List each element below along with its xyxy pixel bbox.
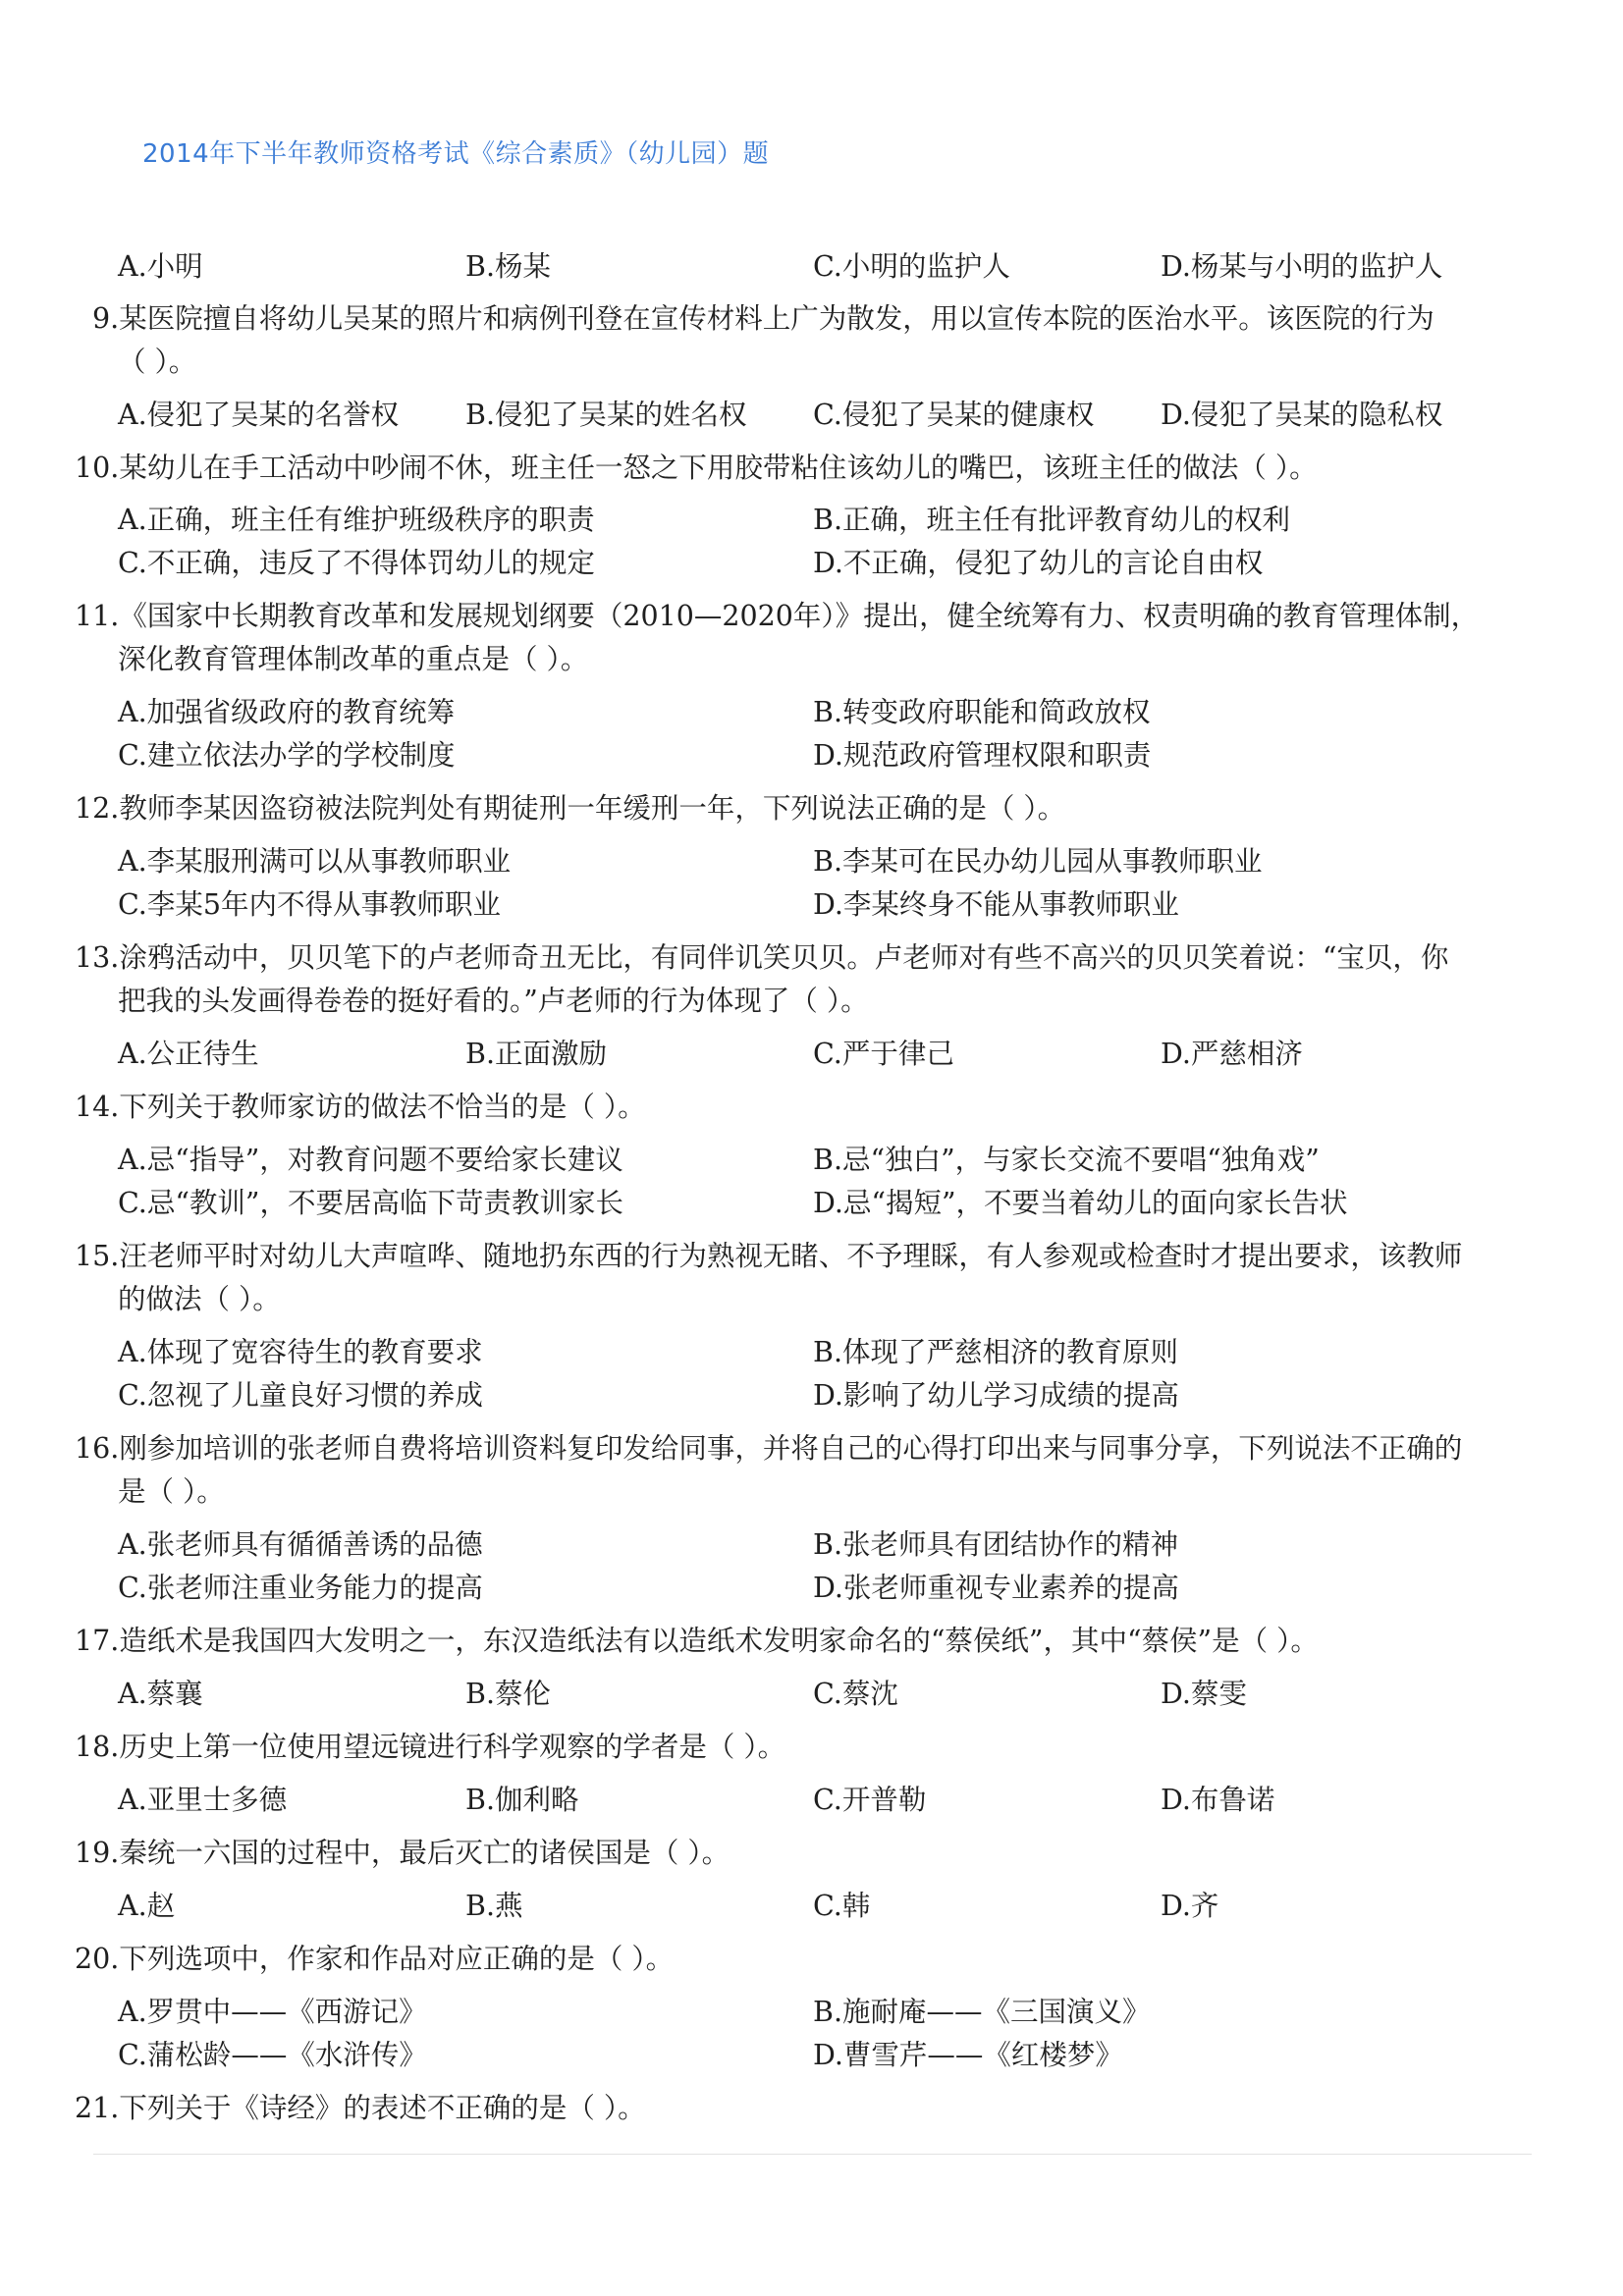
q13-option-d: D.严慈相济	[1161, 1038, 1303, 1070]
q16-stem-line2: 是（ ）。	[118, 1475, 225, 1508]
q15-option-a: A.体现了宽容待生的教育要求	[118, 1336, 483, 1368]
q13-stem-line1: 13.涂鸦活动中，贝贝笔下的卢老师奇丑无比，有同伴讥笑贝贝。卢老师对有些不高兴的贝贝笑着说：“宝贝，你	[75, 941, 1449, 974]
q20-option-b: B.施耐庵——《三国演义》	[813, 1996, 1151, 2028]
q16-option-a: A.张老师具有循循善诱的品德	[118, 1528, 483, 1561]
q11-stem-line2: 深化教育管理体制改革的重点是（ ）。	[118, 643, 589, 675]
q13-option-a: A.公正待生	[118, 1038, 259, 1070]
q10-option-d: D.不正确，侵犯了幼儿的言论自由权	[813, 547, 1264, 579]
q12-option-c: C.李某5年内不得从事教师职业	[118, 888, 501, 921]
q10-stem-line1: 10.某幼儿在手工活动中吵闹不休，班主任一怒之下用胶带粘住该幼儿的嘴巴，该班主任的做法（ ）。	[75, 452, 1318, 484]
q18-option-c: C.开普勒	[813, 1784, 927, 1816]
q9-option-d: D.侵犯了吴某的隐私权	[1161, 399, 1443, 431]
q12-stem-line1: 12.教师李某因盗窃被法院判处有期徒刑一年缓刑一年，下列说法正确的是（ ）。	[75, 792, 1066, 825]
q16-option-b: B.张老师具有团结协作的精神	[813, 1528, 1179, 1561]
q12-option-a: A.李某服刑满可以从事教师职业	[118, 845, 512, 878]
q19-option-d: D.齐	[1161, 1890, 1219, 1922]
q14-option-a: A.忌“指导”，对教育问题不要给家长建议	[118, 1144, 623, 1176]
q15-option-c: C.忽视了儿童良好习惯的养成	[118, 1379, 483, 1412]
q18-option-a: A.亚里士多德	[118, 1784, 288, 1816]
q15-option-d: D.影响了幼儿学习成绩的提高	[813, 1379, 1179, 1412]
q12-option-b: B.李某可在民办幼儿园从事教师职业	[813, 845, 1263, 878]
page-header-title: 2014年下半年教师资格考试《综合素质》（幼儿园）题	[142, 139, 770, 169]
q16-stem-line1: 16.刚参加培训的张老师自费将培训资料复印发给同事，并将自己的心得打印出来与同事分享，下列说法不正确的	[75, 1432, 1463, 1465]
q16-option-d: D.张老师重视专业素养的提高	[813, 1572, 1179, 1604]
q8-option-b: B.杨某	[465, 250, 552, 283]
q17-option-a: A.蔡襄	[118, 1678, 203, 1710]
q16-option-c: C.张老师注重业务能力的提高	[118, 1572, 483, 1604]
q14-option-c: C.忌“教训”，不要居高临下苛责教训家长	[118, 1187, 623, 1219]
q17-option-b: B.蔡伦	[465, 1678, 552, 1710]
q19-option-a: A.赵	[118, 1890, 176, 1922]
q15-stem-line1: 15.汪老师平时对幼儿大声喧哗、随地扔东西的行为熟视无睹、不予理睬，有人参观或检查时才提出要求，该教师	[75, 1240, 1463, 1272]
q8-option-c: C.小明的监护人	[813, 250, 1010, 283]
q8-option-a: A.小明	[118, 250, 203, 283]
q13-option-c: C.严于律己	[813, 1038, 954, 1070]
q19-stem-line1: 19.秦统一六国的过程中，最后灭亡的诸侯国是（ ）。	[75, 1837, 730, 1869]
q19-option-b: B.燕	[465, 1890, 523, 1922]
q18-stem-line1: 18.历史上第一位使用望远镜进行科学观察的学者是（ ）。	[75, 1731, 786, 1763]
q15-option-b: B.体现了严慈相济的教育原则	[813, 1336, 1179, 1368]
q8-option-d: D.杨某与小明的监护人	[1161, 250, 1443, 283]
q11-stem-line1: 11.《国家中长期教育改革和发展规划纲要（2010—2020年）》提出，健全统筹有力、权责明确的教育管理体制，	[75, 600, 1480, 632]
q12-option-d: D.李某终身不能从事教师职业	[813, 888, 1179, 921]
q17-option-c: C.蔡沈	[813, 1678, 898, 1710]
q20-option-d: D.曹雪芹——《红楼梦》	[813, 2039, 1123, 2071]
q21-stem-line1: 21.下列关于《诗经》的表述不正确的是（ ）。	[75, 2092, 646, 2124]
q11-option-d: D.规范政府管理权限和职责	[813, 739, 1152, 772]
q9-stem-line1: 9.某医院擅自将幼儿吴某的照片和病例刊登在宣传材料上广为散发，用以宣传本院的医治水平。该医院的行为	[92, 302, 1434, 335]
q9-option-a: A.侵犯了吴某的名誉权	[118, 399, 400, 431]
q9-stem-line2: （ ）。	[118, 346, 197, 378]
q11-option-b: B.转变政府职能和简政放权	[813, 696, 1151, 728]
footer-divider	[93, 2154, 1532, 2155]
q11-option-c: C.建立依法办学的学校制度	[118, 739, 456, 772]
q19-option-c: C.韩	[813, 1890, 871, 1922]
q17-option-d: D.蔡雯	[1161, 1678, 1247, 1710]
q20-stem-line1: 20.下列选项中，作家和作品对应正确的是（ ）。	[75, 1943, 675, 1975]
q20-option-a: A.罗贯中——《西游记》	[118, 1996, 427, 2028]
q9-option-c: C.侵犯了吴某的健康权	[813, 399, 1095, 431]
q17-stem-line1: 17.造纸术是我国四大发明之一，东汉造纸法有以造纸术发明家命名的“蔡侯纸”，其中“蔡侯”是（ ）。	[75, 1625, 1319, 1657]
q13-option-b: B.正面激励	[465, 1038, 608, 1070]
q18-option-d: D.布鲁诺	[1161, 1784, 1275, 1816]
q18-option-b: B.伽利略	[465, 1784, 579, 1816]
q10-option-c: C.不正确，违反了不得体罚幼儿的规定	[118, 547, 595, 579]
q20-option-c: C.蒲松龄——《水浒传》	[118, 2039, 427, 2071]
q10-option-b: B.正确，班主任有批评教育幼儿的权利	[813, 504, 1291, 536]
q14-option-b: B.忌“独白”，与家长交流不要唱“独角戏”	[813, 1144, 1320, 1176]
q14-option-d: D.忌“揭短”，不要当着幼儿的面向家长告状	[813, 1187, 1348, 1219]
q14-stem-line1: 14.下列关于教师家访的做法不恰当的是（ ）。	[75, 1091, 646, 1123]
q15-stem-line2: 的做法（ ）。	[118, 1283, 281, 1315]
q10-option-a: A.正确，班主任有维护班级秩序的职责	[118, 504, 595, 536]
q13-stem-line2: 把我的头发画得卷卷的挺好看的。”卢老师的行为体现了（ ）。	[118, 985, 869, 1017]
q9-option-b: B.侵犯了吴某的姓名权	[465, 399, 747, 431]
q11-option-a: A.加强省级政府的教育统筹	[118, 696, 456, 728]
